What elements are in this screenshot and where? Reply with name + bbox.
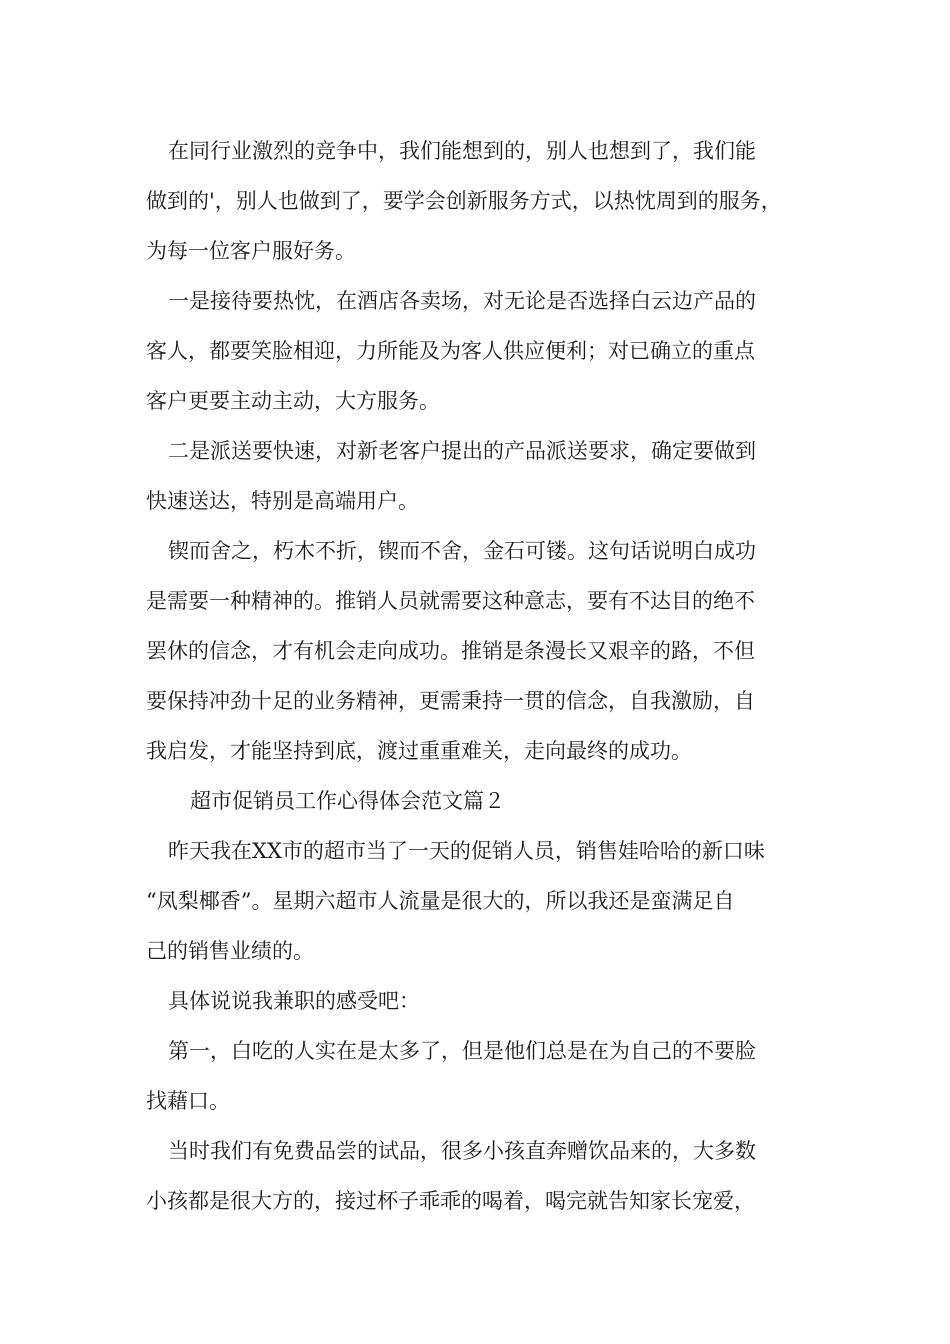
paragraph-line: 己的销售业绩的。: [146, 939, 314, 963]
paragraph-line: 锲而舍之，朽木不折，锲而不舍，金石可镂。这句话说明白成功: [168, 539, 756, 563]
paragraph: [146, 126, 818, 276]
paragraph-line: 罢休的信念，才有机会走向成功。推销是条漫长又艰辛的路，不但: [146, 639, 755, 663]
paragraph-line: 第一，白吃的人实在是太多了，但是他们总是在为自己的不要脸: [168, 1039, 756, 1063]
paragraph-line: 是需要一种精神的。推销人员就需要这种意志，要有不达目的绝不: [146, 589, 755, 613]
paragraph: [146, 826, 818, 976]
paragraph-line: 昨天我在XX市的超市当了一天的促销人员，销售娃哈哈的新口味: [168, 839, 765, 863]
section-heading: [146, 776, 818, 826]
paragraph-line: “凤梨椰香”。星期六超市人流量是很大的，所以我还是蛮满足自: [146, 889, 735, 913]
paragraph-line: 客户更要主动主动，大方服务。: [146, 389, 440, 413]
paragraph-line: 在同行业激烈的竞争中，我们能想到的，别人也想到了，我们能: [168, 139, 756, 163]
paragraph: [146, 526, 818, 776]
paragraph-line: 客人，都要笑脸相迎，力所能及为客人供应便利；对已确立的重点: [146, 339, 755, 363]
paragraph-line: 我启发，才能坚持到底，渡过重重难关，走向最终的成功。: [146, 739, 692, 763]
paragraph-line: 找藉口。: [146, 1089, 230, 1113]
paragraph-line: 要保持冲劲十足的业务精神，更需秉持一贯的信念，自我激励，自: [146, 689, 755, 713]
paragraph: [146, 276, 818, 426]
paragraph: [146, 426, 818, 526]
paragraph-line: 当时我们有免费品尝的试品，很多小孩直奔赠饮品来的，大多数: [168, 1139, 756, 1163]
paragraph: [146, 1126, 818, 1226]
paragraph-line: 快速送达，特别是高端用户。: [146, 489, 419, 513]
paragraph-line: 为每一位客户服好务。: [146, 239, 356, 263]
paragraph-line: 具体说说我兼职的感受吧：: [168, 989, 420, 1013]
paragraph: [146, 1026, 818, 1126]
paragraph-line: 做到的'，别人也做到了，要学会创新服务方式，以热忱周到的服务，: [146, 189, 782, 213]
document-body: [146, 126, 818, 1226]
heading-text: 超市促销员工作心得体会范文篇２: [190, 789, 505, 813]
paragraph-line: 二是派送要快速，对新老客户提出的产品派送要求，确定要做到: [168, 439, 756, 463]
paragraph-line: 小孩都是很大方的，接过杯子乖乖的喝着，喝完就告知家长宠爱，: [146, 1189, 755, 1213]
paragraph: [146, 976, 818, 1026]
paragraph-line: 一是接待要热忱，在酒店各卖场，对无论是否选择白云边产品的: [168, 289, 756, 313]
